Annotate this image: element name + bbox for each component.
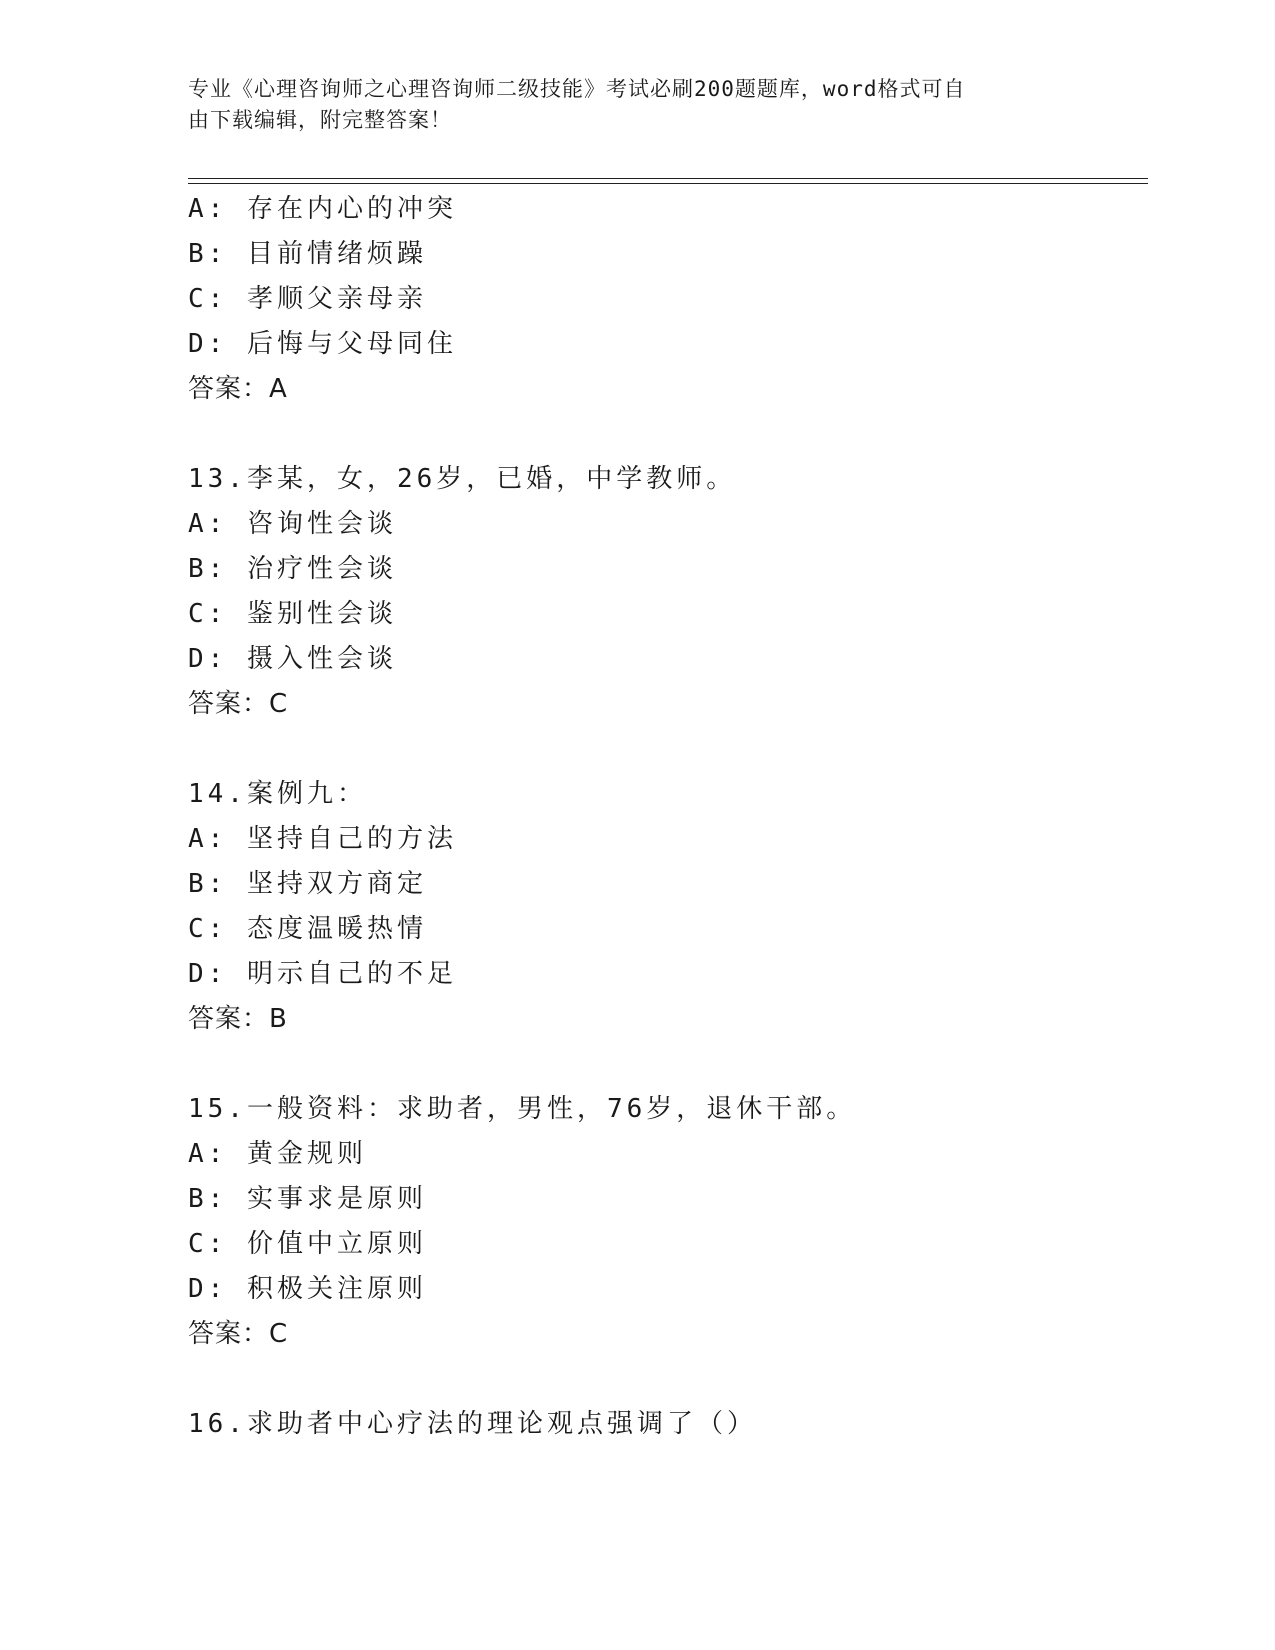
q13-option-b: B: 治疗性会谈 bbox=[188, 554, 397, 584]
q14-option-c: C: 态度温暖热情 bbox=[188, 914, 427, 944]
header-divider-bottom bbox=[188, 183, 1148, 184]
q13-option-d: D: 摄入性会谈 bbox=[188, 644, 397, 674]
q12-option-b: B: 目前情绪烦躁 bbox=[188, 239, 427, 269]
header-divider-top bbox=[188, 178, 1148, 179]
q12-answer: 答案：A bbox=[188, 374, 288, 404]
q16-stem: 16.求助者中心疗法的理论观点强调了（） bbox=[188, 1409, 757, 1439]
q13-answer: 答案：C bbox=[188, 689, 289, 719]
q13-stem: 13.李某，女，26岁，已婚，中学教师。 bbox=[188, 464, 737, 494]
header-line-2: 由下载编辑，附完整答案！ bbox=[188, 108, 452, 132]
q15-stem: 15.一般资料：求助者，男性，76岁，退休干部。 bbox=[188, 1094, 857, 1124]
header-line-1: 专业《心理咨询师之心理咨询师二级技能》考试必刷200题题库，word格式可自 bbox=[188, 77, 966, 101]
q15-option-c: C: 价值中立原则 bbox=[188, 1229, 427, 1259]
q12-option-d: D: 后悔与父母同住 bbox=[188, 329, 457, 359]
q13-option-c: C: 鉴别性会谈 bbox=[188, 599, 397, 629]
q12-option-c: C: 孝顺父亲母亲 bbox=[188, 284, 427, 314]
q12-option-a: A: 存在内心的冲突 bbox=[188, 194, 457, 224]
q14-option-b: B: 坚持双方商定 bbox=[188, 869, 427, 899]
q15-option-a: A: 黄金规则 bbox=[188, 1139, 367, 1169]
document-header bbox=[188, 74, 1068, 136]
q14-option-d: D: 明示自己的不足 bbox=[188, 959, 457, 989]
q15-answer: 答案：C bbox=[188, 1319, 289, 1349]
q15-option-d: D: 积极关注原则 bbox=[188, 1274, 427, 1304]
q14-answer: 答案：B bbox=[188, 1004, 288, 1034]
q13-option-a: A: 咨询性会谈 bbox=[188, 509, 397, 539]
q14-option-a: A: 坚持自己的方法 bbox=[188, 824, 457, 854]
q14-stem: 14.案例九： bbox=[188, 779, 367, 809]
q15-option-b: B: 实事求是原则 bbox=[188, 1184, 427, 1214]
